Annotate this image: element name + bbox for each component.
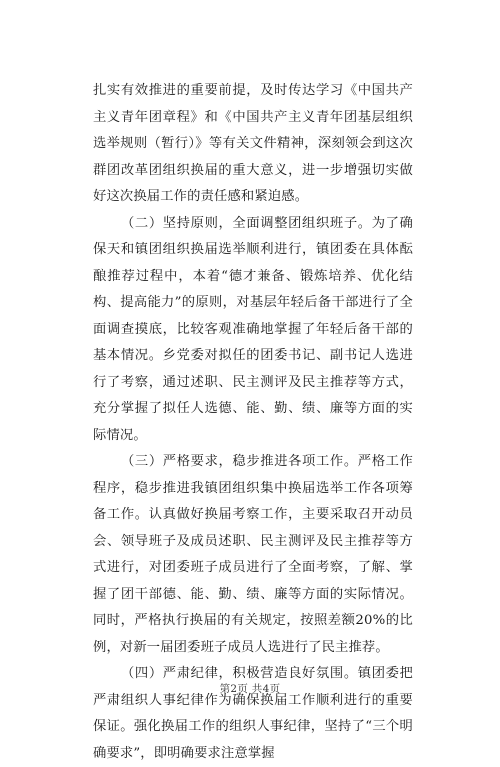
document-body (93, 78, 413, 767)
paragraph-2: （二）坚持原则，全面调整团组织班子。为了确保天和镇团组织换届选举顺利进行，镇团委在具体酝酿推荐过程中，本着“德才兼备、锻炼培养、优化结构、提高能力”的原则，对基层年轻后备干部进行了全面调查摸底，比较客观准确地掌握了年轻后备干部的基本情况。乡党委对拟任的团委书记、副书记人选进行了考察，通过述职、民主测评及民主推荐等方式，充分掌握了拟任人选德、能、勤、绩、廉等方面的实际情况。 (93, 215, 413, 443)
paragraph-4: （四）严肃纪律，积极营造良好氛围。镇团委把严肃组织人事纪律作为确保换届工作顺利进行的重要保证。强化换届工作的组织人事纪律，坚持了“三个明确要求”，即明确要求注意掌握 (93, 666, 413, 761)
paragraph-1: 扎实有效推进的重要前提，及时传达学习《中国共产主义青年团章程》和《中国共产主义青年团基层组织选举规则（暂行）》等有关文件精神，深刻领会到这次群团改革团组织换届的重大意义，进一步增强切实做好这次换届工作的责任感和紧迫感。 (93, 83, 413, 204)
page-number-footer: 第2页 共4页 (219, 683, 281, 695)
paragraph-3: （三）严格要求，稳步推进各项工作。严格工作程序，稳步推进我镇团组织集中换届选举工作各项筹备工作。认真做好换届考察工作，主要采取召开动员会、领导班子及成员述职、民主测评及民主推荐等方式进行，对团委班子成员进行了全面考察，了解、掌握了团干部德、能、勤、绩、廉等方面的实际情况。同时，严格执行换届的有关规定，按照差额20%的比例，对新一届团委班子成员人选进行了民主推荐。 (93, 454, 413, 655)
